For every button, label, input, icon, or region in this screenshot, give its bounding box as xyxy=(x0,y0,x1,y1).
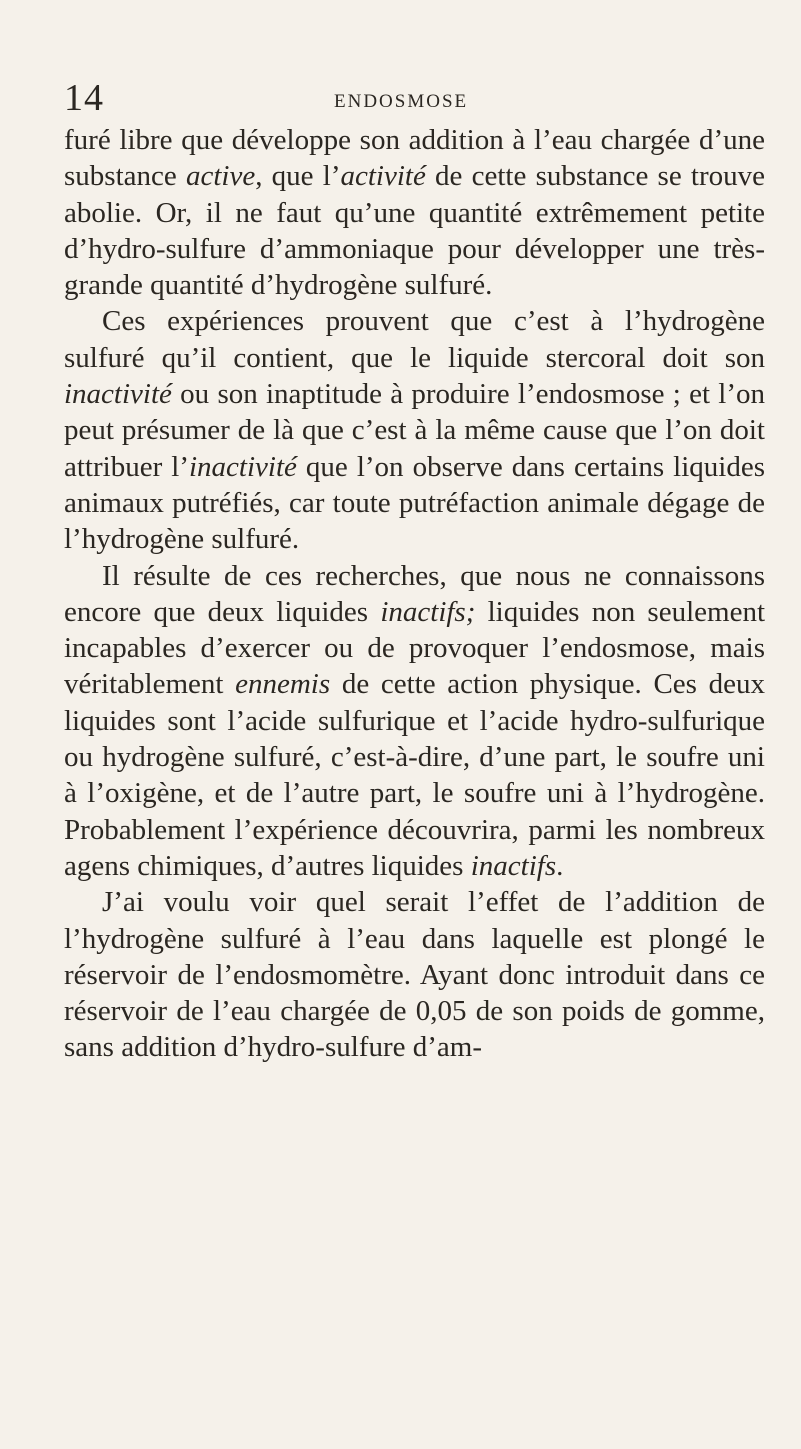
paragraph-4 xyxy=(64,884,765,1065)
paragraph-1-italic: activité xyxy=(340,160,426,193)
paragraph-2-segment: que l’on observe dans certains liquides animaux putréfiés, car toute putréfaction animale dégage de l’hydrogène sulfuré. xyxy=(64,450,765,556)
paragraph-4-segment: J’ai voulu voir quel serait l’effet de l’addition de l’hydrogène sulfuré à l’eau dans laquelle est plongé le réservoir de l’endosmomètre. Ayant donc introduit dans ce réservoir de l’eau chargée de 0,05 de son poids de gomme, sans addition d’hydro-sulfure d’am- xyxy=(64,886,765,1064)
paragraph-2-italic: inactivité xyxy=(64,378,172,411)
paragraph-2-segment: ou son inaptitude à produire l’endosmose ; et l’on peut présumer de là que c’est à la même cause que l’on doit attribuer l’ xyxy=(64,378,765,483)
running-title: ENDOSMOSE xyxy=(334,91,469,112)
paragraph-3-segment: Il résulte de ces recherches, que nous ne connaissons encore que deux liquides xyxy=(64,559,765,628)
paragraph-3-italic: inactifs xyxy=(470,849,557,882)
page-number: 14 xyxy=(64,77,104,119)
paragraph-1-italic: active xyxy=(185,160,256,193)
paragraph-1-segment: , que l’ xyxy=(255,160,341,193)
paragraph-1-segment: furé libre que développe son addition à l’eau chargée d’une substance xyxy=(64,124,765,193)
paragraph-3-segment: . xyxy=(556,849,564,882)
paragraph-3-segment: liquides non seulement incapables d’exercer ou de provoquer l’endosmose, mais véritablement xyxy=(64,595,766,701)
page-header xyxy=(64,0,765,128)
paragraph-3-italic: ennemis xyxy=(235,668,331,701)
paragraph-2-italic: inactivité xyxy=(188,450,297,483)
paragraph-2 xyxy=(64,303,765,557)
paragraph-3 xyxy=(64,558,765,885)
body-text xyxy=(64,122,765,1066)
paragraph-3-italic: inactifs; xyxy=(380,595,476,628)
paragraph-2-segment: Ces expériences prouvent que c’est à l’hydrogène sulfuré qu’il contient, que le liquide stercoral doit son xyxy=(64,305,765,374)
paragraph-1-segment: de cette substance se trouve abolie. Or, il ne faut qu’une quantité extrêmement petite d’hydro-sulfure d’ammoniaque pour développer une très-grande quantité d’hydrogène sulfuré. xyxy=(64,160,765,302)
paragraph-1 xyxy=(64,122,765,303)
paragraph-3-segment: de cette action physique. Ces deux liquides sont l’acide sulfurique et l’acide hydro-sulfurique ou hydrogène sulfuré, c’est-à-dire, d’une part, le soufre uni à l’oxigène, et de l’autre part, le soufre uni à l’hydrogène. Probablement l’expérience découvrira, parmi les nombreux agens chimiques, d’autres liquides xyxy=(64,668,765,882)
